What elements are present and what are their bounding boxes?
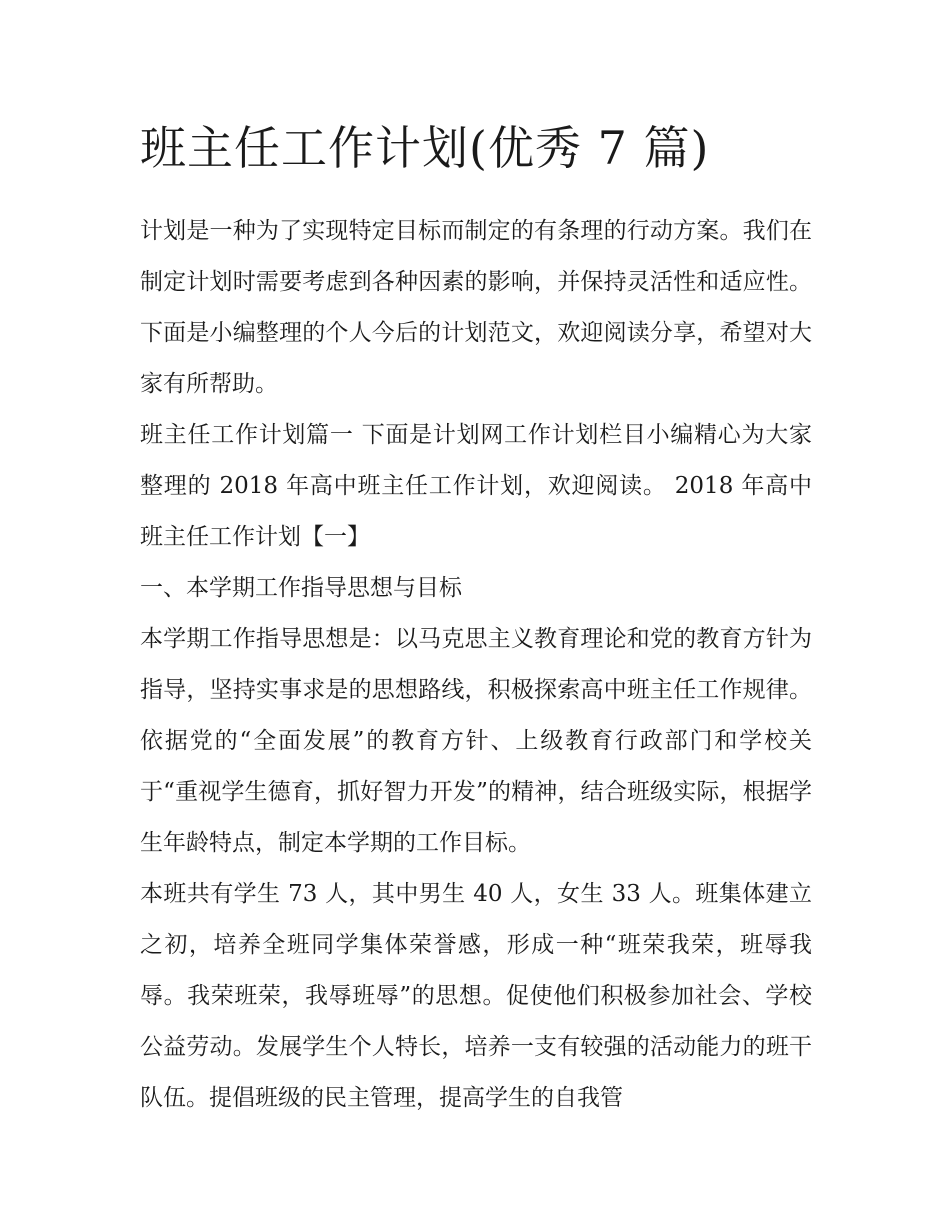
- paragraph-guiding-ideas: 本学期工作指导思想是：以马克思主义教育理论和党的教育方针为指导，坚持实事求是的思想路线，积极探索高中班主任工作规律。依据党的“全面发展”的教育方针、上级教育行政部门和学校关于“重视学生德育，抓好智力开发”的精神，结合班级实际，根据学生年龄特点，制定本学期的工作目标。: [140, 626, 812, 856]
- document-page: [140, 112, 812, 1124]
- paragraph-class-overview: 本班共有学生 73 人，其中男生 40 人，女生 33 人。班集体建立之初，培养全班同学集体荣誉感，形成一种“班荣我荣，班辱我辱。我荣班荣，我辱班辱”的思想。促使他们积极参加社会、学校公益劳动。发展学生个人特长，培养一支有较强的活动能力的班干队伍。提倡班级的民主管理，提高学生的自我管: [140, 881, 812, 1111]
- section-heading-guiding-ideas: 一、本学期工作指导思想与目标: [140, 575, 462, 601]
- paragraph-intro: 计划是一种为了实现特定目标而制定的有条理的行动方案。我们在制定计划时需要考虑到各种因素的影响，并保持灵活性和适应性。下面是小编整理的个人今后的计划范文，欢迎阅读分享，希望对大家有所帮助。: [140, 218, 812, 397]
- document-title: 班主任工作计划(优秀 7 篇): [140, 121, 710, 175]
- paragraph-plan-one: 班主任工作计划篇一 下面是计划网工作计划栏目小编精心为大家整理的 2018 年高中班主任工作计划，欢迎阅读。 2018 年高中班主任工作计划【一】: [140, 422, 812, 550]
